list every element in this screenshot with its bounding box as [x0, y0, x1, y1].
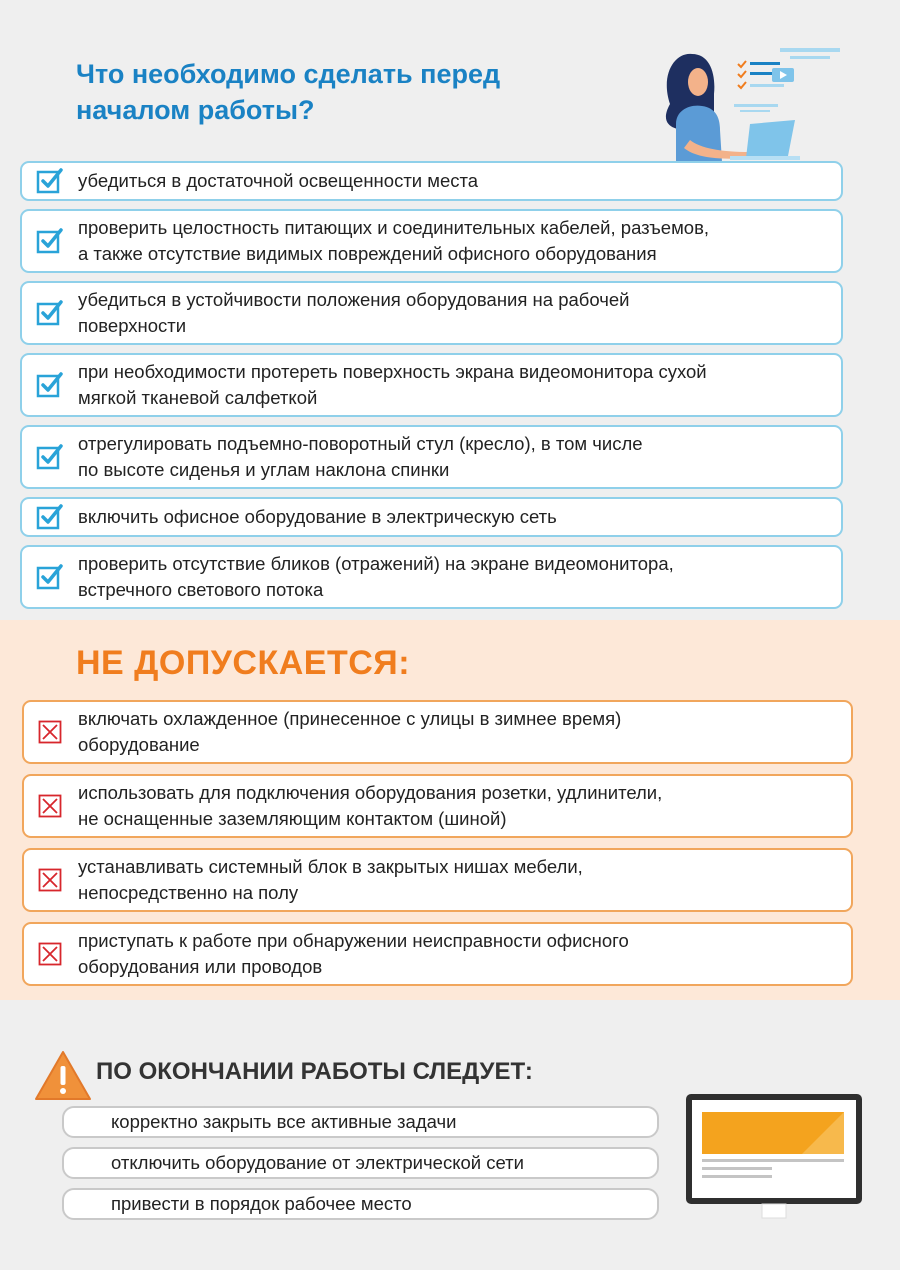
item-text: убедиться в устойчивости положения оборудования на рабочей	[78, 289, 630, 310]
item-text: устанавливать системный блок в закрытых нишах мебели,	[78, 856, 583, 877]
after-work-title: ПО ОКОНЧАНИИ РАБОТЫ СЛЕДУЕТ:	[96, 1058, 533, 1085]
item-text: отключить оборудование от электрической сети	[111, 1152, 524, 1173]
not-allowed-list	[22, 700, 853, 996]
item-text: по высоте сиденья и углам наклона спинки	[78, 459, 450, 480]
item-text: не оснащенные заземляющим контактом (шиной)	[78, 808, 507, 829]
checkbox-cross-icon	[38, 942, 62, 966]
checkbox-check-icon	[36, 503, 64, 531]
list-item	[20, 425, 843, 489]
item-text: непосредственно на полу	[78, 882, 299, 903]
item-text: включить офисное оборудование в электрическую сеть	[78, 506, 557, 527]
item-text: оборудования или проводов	[78, 956, 323, 977]
checkbox-cross-icon	[38, 868, 62, 892]
item-text: проверить целостность питающих и соединительных кабелей, разъемов,	[78, 217, 710, 238]
list-item	[22, 848, 853, 912]
item-text: убедиться в достаточной освещенности места	[78, 170, 479, 191]
before-work-section	[0, 0, 900, 620]
list-item	[20, 281, 843, 345]
item-text: использовать для подключения оборудования розетки, удлинители,	[78, 782, 663, 803]
item-text: привести в порядок рабочее место	[111, 1193, 412, 1214]
item-text: при необходимости протереть поверхность экрана видеомонитора сухой	[78, 361, 707, 382]
item-text: мягкой тканевой салфеткой	[78, 387, 318, 408]
item-text: включать охлажденное (принесенное с улицы в зимнее время)	[78, 708, 622, 729]
checkbox-check-icon	[36, 563, 64, 591]
item-text: приступать к работе при обнаружении неисправности офисного	[78, 930, 629, 951]
monitor-icon	[684, 1092, 864, 1227]
list-item	[20, 353, 843, 417]
list-item	[20, 161, 843, 201]
list-item	[62, 1106, 659, 1138]
list-item	[20, 497, 843, 537]
list-item	[62, 1147, 659, 1179]
list-item	[22, 700, 853, 764]
list-item	[20, 209, 843, 273]
checkbox-check-icon	[36, 299, 64, 327]
woman-laptop-illustration	[630, 44, 845, 162]
checkbox-cross-icon	[38, 720, 62, 744]
before-work-list	[20, 161, 843, 617]
list-item	[20, 545, 843, 609]
checkbox-check-icon	[36, 227, 64, 255]
before-work-title: Что необходимо сделать перед началом работы?	[76, 59, 501, 125]
item-text: проверить отсутствие бликов (отражений) на экране видеомонитора,	[78, 553, 674, 574]
not-allowed-section	[0, 620, 900, 1000]
not-allowed-title: НЕ ДОПУСКАЕТСЯ:	[76, 644, 411, 682]
item-text: оборудование	[78, 734, 200, 755]
list-item	[62, 1188, 659, 1220]
after-work-list	[62, 1106, 659, 1229]
checkbox-check-icon	[36, 443, 64, 471]
warning-icon	[34, 1050, 92, 1102]
list-item	[22, 922, 853, 986]
checkbox-check-icon	[36, 371, 64, 399]
list-item	[22, 774, 853, 838]
item-text: а также отсутствие видимых повреждений офисного оборудования	[78, 243, 657, 264]
checkbox-cross-icon	[38, 794, 62, 818]
item-text: корректно закрыть все активные задачи	[111, 1111, 457, 1132]
item-text: отрегулировать подъемно-поворотный стул (кресло), в том числе	[78, 433, 643, 454]
checkbox-check-icon	[36, 167, 64, 195]
item-text: встречного светового потока	[78, 579, 324, 600]
item-text: поверхности	[78, 315, 187, 336]
after-work-section	[0, 1000, 900, 1270]
